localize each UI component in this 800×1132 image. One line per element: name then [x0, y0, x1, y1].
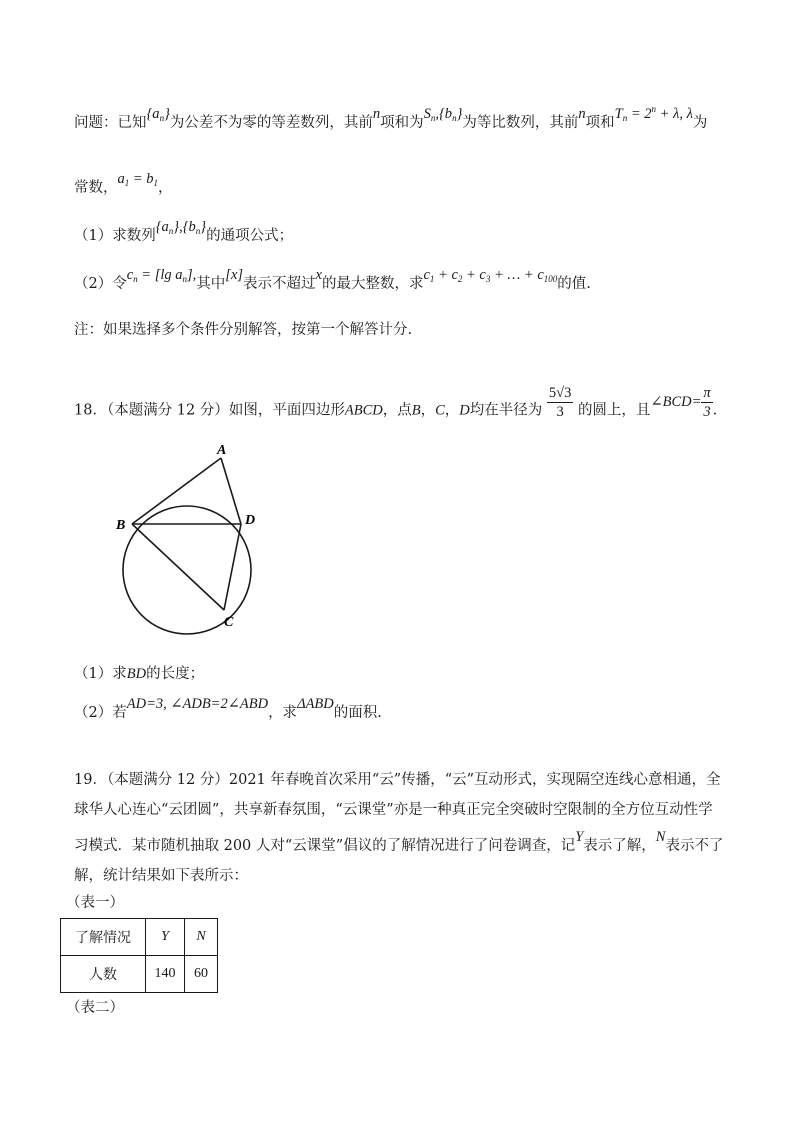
q19-p3: 习模式．某市随机抽取 200 人对“云课堂”倡议的了解情况进行了问卷调查，记Y表示了解，N表示不了 — [74, 829, 724, 854]
q19-p4: 解，统计结果如下表所示： — [74, 868, 248, 884]
table-cell: 60 — [185, 956, 218, 993]
math-sn-bn: $S_n,\{b_n\}$ — [423, 106, 463, 123]
math-cn-def: $c_n = [\lg$ $a_n$], — [126, 267, 197, 284]
survey-table — [60, 918, 218, 993]
q18-stem: 18．（本题满分 12 分）如图，平面四边形ABCD，点B，C，D均在半径为 $\frac{5√3}{3}$ 的圆上，且∠BCD= $\frac{\pi}{3}$ . — [74, 385, 718, 420]
math-c-sum: $c_1 + c_2 + c_3$ + … + $c_{100}$ — [423, 267, 558, 284]
q17-note: 注：如果选择多个条件分别解答，按第一个解答计分. — [74, 322, 413, 338]
math-an-set: $\{a_n\}$ — [146, 106, 170, 123]
q17-sub2: （2）令$c_n = [\lg$ $a_n$],其中[x]表示不超过x的最大整数，求$c_1 + c_2 + c_3$ + … + $c_{100}$的值. — [74, 267, 591, 292]
geometry-figure — [110, 440, 280, 640]
q17-sub1: （1）求数列$\{a_n\},\{b_n\}$的通项公式； — [74, 219, 294, 244]
table-header-cell: 了解情况 — [61, 919, 146, 956]
table-header-cell: N — [185, 919, 218, 956]
q17-line1: 问题：已知$\{a_n\}$为公差不为零的等差数列，其前n项和为$S_n,\{b_n\}$为等比数列，其前n项和$T_n = 2^n + \lambda$, λ为 — [74, 104, 708, 131]
math-tn: $T_n = 2^n + \lambda$, λ — [614, 104, 693, 123]
segment-ad — [221, 458, 241, 524]
label-a: A — [217, 443, 227, 458]
label-c: C — [224, 615, 234, 630]
table2-caption: （表二） — [66, 1000, 124, 1016]
table-row — [61, 919, 218, 956]
q19-p2: 球华人心连心“云团圆”，共享新春氛围，“云课堂”亦是一种真正完全突破时空限制的全方位互动性学 — [74, 802, 713, 818]
table1-caption: （表一） — [66, 895, 124, 911]
angle-fraction: $\frac{\pi}{3}$ — [703, 385, 711, 420]
segment-cd — [224, 524, 241, 610]
label-b: B — [116, 518, 126, 533]
table-cell: 人数 — [61, 956, 146, 993]
q18-sub2: （2）若AD=3, ∠ADB=2∠ABD，求ΔABD的面积. — [74, 696, 382, 721]
q19-p1: 19．（本题满分 12 分）2021 年春晚首次采用“云”传播，“云”互动形式，实现隔空连线心意相通，全 — [74, 772, 721, 788]
segment-bc — [132, 524, 224, 610]
q17-line2: 常数，$a_1 = b_1$， — [74, 171, 173, 196]
math-a1-b1: $a_1 = b_1$ — [117, 171, 159, 188]
radius-fraction: $\frac{5√3}{3}$ — [548, 385, 572, 420]
table-cell: 140 — [146, 956, 185, 993]
math-an-bn: $\{a_n\},\{b_n\}$ — [155, 219, 207, 236]
label-d: D — [245, 513, 256, 528]
segment-ab — [132, 458, 221, 524]
table-header-cell: Y — [146, 919, 185, 956]
q18-sub1: （1）求BD的长度； — [74, 666, 205, 682]
table-row — [61, 956, 218, 993]
